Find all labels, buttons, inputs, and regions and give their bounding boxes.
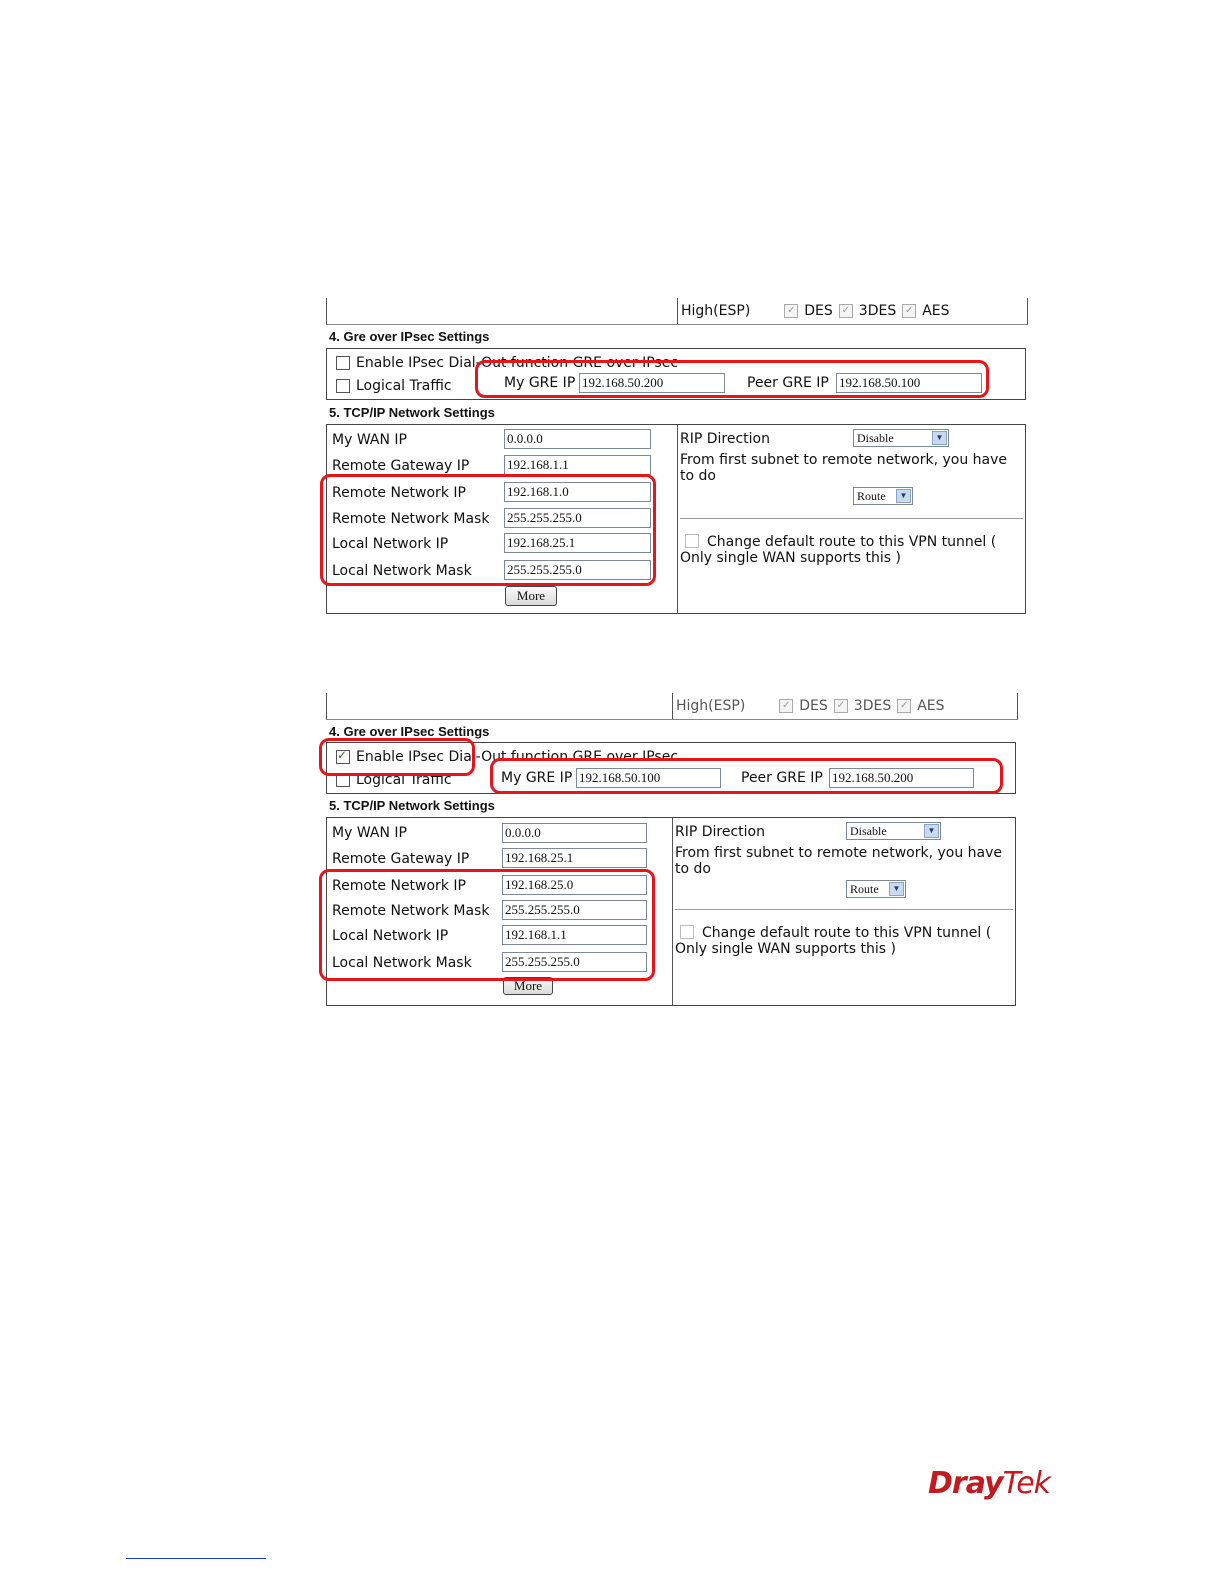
logical-traffic-label: Logical Traffic xyxy=(356,378,452,394)
local-network-ip-input[interactable]: 192.168.1.1 xyxy=(502,925,647,945)
peer-gre-ip-input[interactable]: 192.168.50.200 xyxy=(829,768,974,788)
remote-network-mask-input[interactable]: 255.255.255.0 xyxy=(502,900,647,920)
rip-direction-label: RIP Direction xyxy=(680,431,770,447)
encryption-row xyxy=(326,693,1018,720)
my-gre-ip-label: My GRE IP xyxy=(504,375,576,391)
logical-traffic-label: Logical Traffic xyxy=(356,772,452,788)
my-gre-ip-input[interactable]: 192.168.50.100 xyxy=(576,768,721,788)
enable-gre-label: Enable IPsec Dial-Out function GRE over IPsec xyxy=(356,355,679,371)
remote-gateway-ip-label: Remote Gateway IP xyxy=(332,851,470,867)
local-network-ip-input[interactable]: 192.168.25.1 xyxy=(504,533,651,553)
tcpip-section-title: 5. TCP/IP Network Settings xyxy=(329,798,495,813)
remote-gateway-ip-input[interactable]: 192.168.1.1 xyxy=(504,455,651,475)
rip-direction-select[interactable] xyxy=(853,429,949,447)
remote-gateway-ip-input[interactable]: 192.168.25.1 xyxy=(502,848,647,868)
rip-direction-value: Disable xyxy=(850,824,887,838)
aes-checkbox[interactable]: ✓ xyxy=(897,699,911,713)
remote-gateway-ip-label: Remote Gateway IP xyxy=(332,458,470,474)
rip-direction-select[interactable] xyxy=(846,822,941,840)
local-network-mask-label: Local Network Mask xyxy=(332,563,472,579)
remote-network-mask-label: Remote Network Mask xyxy=(332,903,490,919)
des-label: DES xyxy=(804,303,833,319)
draytek-logo xyxy=(928,1466,1050,1501)
rip-direction-value: Disable xyxy=(857,431,894,445)
default-route-text: Change default route to this VPN tunnel ( Only single WAN supports this ) xyxy=(680,534,997,566)
logo-part-dray: Dray xyxy=(928,1466,1003,1501)
high-esp-label: High(ESP) xyxy=(681,303,751,319)
high-esp-label: High(ESP) xyxy=(676,698,746,714)
chevron-down-icon: ▼ xyxy=(889,882,904,896)
default-route-text: Change default route to this VPN tunnel ( Only single WAN supports this ) xyxy=(675,925,992,957)
footer-rule xyxy=(126,1558,266,1559)
3des-checkbox[interactable]: ✓ xyxy=(834,699,848,713)
tcpip-section-title: 5. TCP/IP Network Settings xyxy=(329,405,495,420)
chevron-down-icon: ▼ xyxy=(924,824,939,838)
encryption-row xyxy=(326,298,1028,325)
des-checkbox[interactable]: ✓ xyxy=(784,304,798,318)
peer-gre-ip-input[interactable]: 192.168.50.100 xyxy=(836,373,982,393)
more-button[interactable]: More xyxy=(503,977,553,995)
my-wan-ip-input[interactable]: 0.0.0.0 xyxy=(504,429,651,449)
local-network-ip-label: Local Network IP xyxy=(332,928,449,944)
des-checkbox[interactable]: ✓ xyxy=(779,699,793,713)
logo-part-tek: Tek xyxy=(1002,1466,1051,1501)
local-network-ip-label: Local Network IP xyxy=(332,536,449,552)
subnet-instruction-text: From first subnet to remote network, you have to do xyxy=(675,845,1003,877)
route-select[interactable] xyxy=(853,487,913,505)
route-value: Route xyxy=(857,489,886,503)
vpn-settings-screenshot-1 xyxy=(326,298,1026,616)
local-network-mask-input[interactable]: 255.255.255.0 xyxy=(502,952,647,972)
remote-network-mask-input[interactable]: 255.255.255.0 xyxy=(504,508,651,528)
chevron-down-icon: ▼ xyxy=(932,431,947,445)
more-button[interactable]: More xyxy=(505,586,557,606)
my-gre-ip-input[interactable]: 192.168.50.200 xyxy=(579,373,725,393)
enable-gre-highlight xyxy=(319,738,475,776)
gre-ip-highlight xyxy=(475,360,989,398)
chevron-down-icon: ▼ xyxy=(896,489,911,503)
my-wan-ip-label: My WAN IP xyxy=(332,825,407,841)
aes-label: AES xyxy=(917,698,945,714)
remote-network-ip-input[interactable]: 192.168.25.0 xyxy=(502,875,647,895)
enable-gre-label: Enable IPsec Dial-Out function GRE over IPsec xyxy=(356,749,679,765)
subnet-instruction-text: From first subnet to remote network, you have to do xyxy=(680,452,1008,484)
remote-network-ip-label: Remote Network IP xyxy=(332,485,466,501)
network-fields-highlight xyxy=(319,869,655,981)
3des-checkbox[interactable]: ✓ xyxy=(839,304,853,318)
aes-checkbox[interactable]: ✓ xyxy=(902,304,916,318)
des-label: DES xyxy=(799,698,828,714)
my-gre-ip-label: My GRE IP xyxy=(501,770,573,786)
my-wan-ip-input[interactable]: 0.0.0.0 xyxy=(502,823,647,843)
network-fields-highlight xyxy=(320,474,656,586)
gre-section-title: 4. Gre over IPsec Settings xyxy=(329,329,490,344)
local-network-mask-input[interactable]: 255.255.255.0 xyxy=(504,560,651,580)
gre-section-title: 4. Gre over IPsec Settings xyxy=(329,724,490,739)
enable-gre-checkbox[interactable] xyxy=(336,356,350,370)
aes-label: AES xyxy=(922,303,950,319)
gre-ip-highlight xyxy=(490,758,1003,794)
route-value: Route xyxy=(850,882,879,896)
vpn-settings-screenshot-2 xyxy=(326,693,1016,1009)
peer-gre-ip-label: Peer GRE IP xyxy=(747,375,829,391)
remote-network-mask-label: Remote Network Mask xyxy=(332,511,490,527)
local-network-mask-label: Local Network Mask xyxy=(332,955,472,971)
remote-network-ip-input[interactable]: 192.168.1.0 xyxy=(504,482,651,502)
logical-traffic-checkbox[interactable] xyxy=(336,379,350,393)
route-select[interactable] xyxy=(846,880,906,898)
rip-direction-label: RIP Direction xyxy=(675,824,765,840)
peer-gre-ip-label: Peer GRE IP xyxy=(741,770,823,786)
3des-label: 3DES xyxy=(853,698,892,714)
my-wan-ip-label: My WAN IP xyxy=(332,432,407,448)
3des-label: 3DES xyxy=(858,303,897,319)
remote-network-ip-label: Remote Network IP xyxy=(332,878,466,894)
